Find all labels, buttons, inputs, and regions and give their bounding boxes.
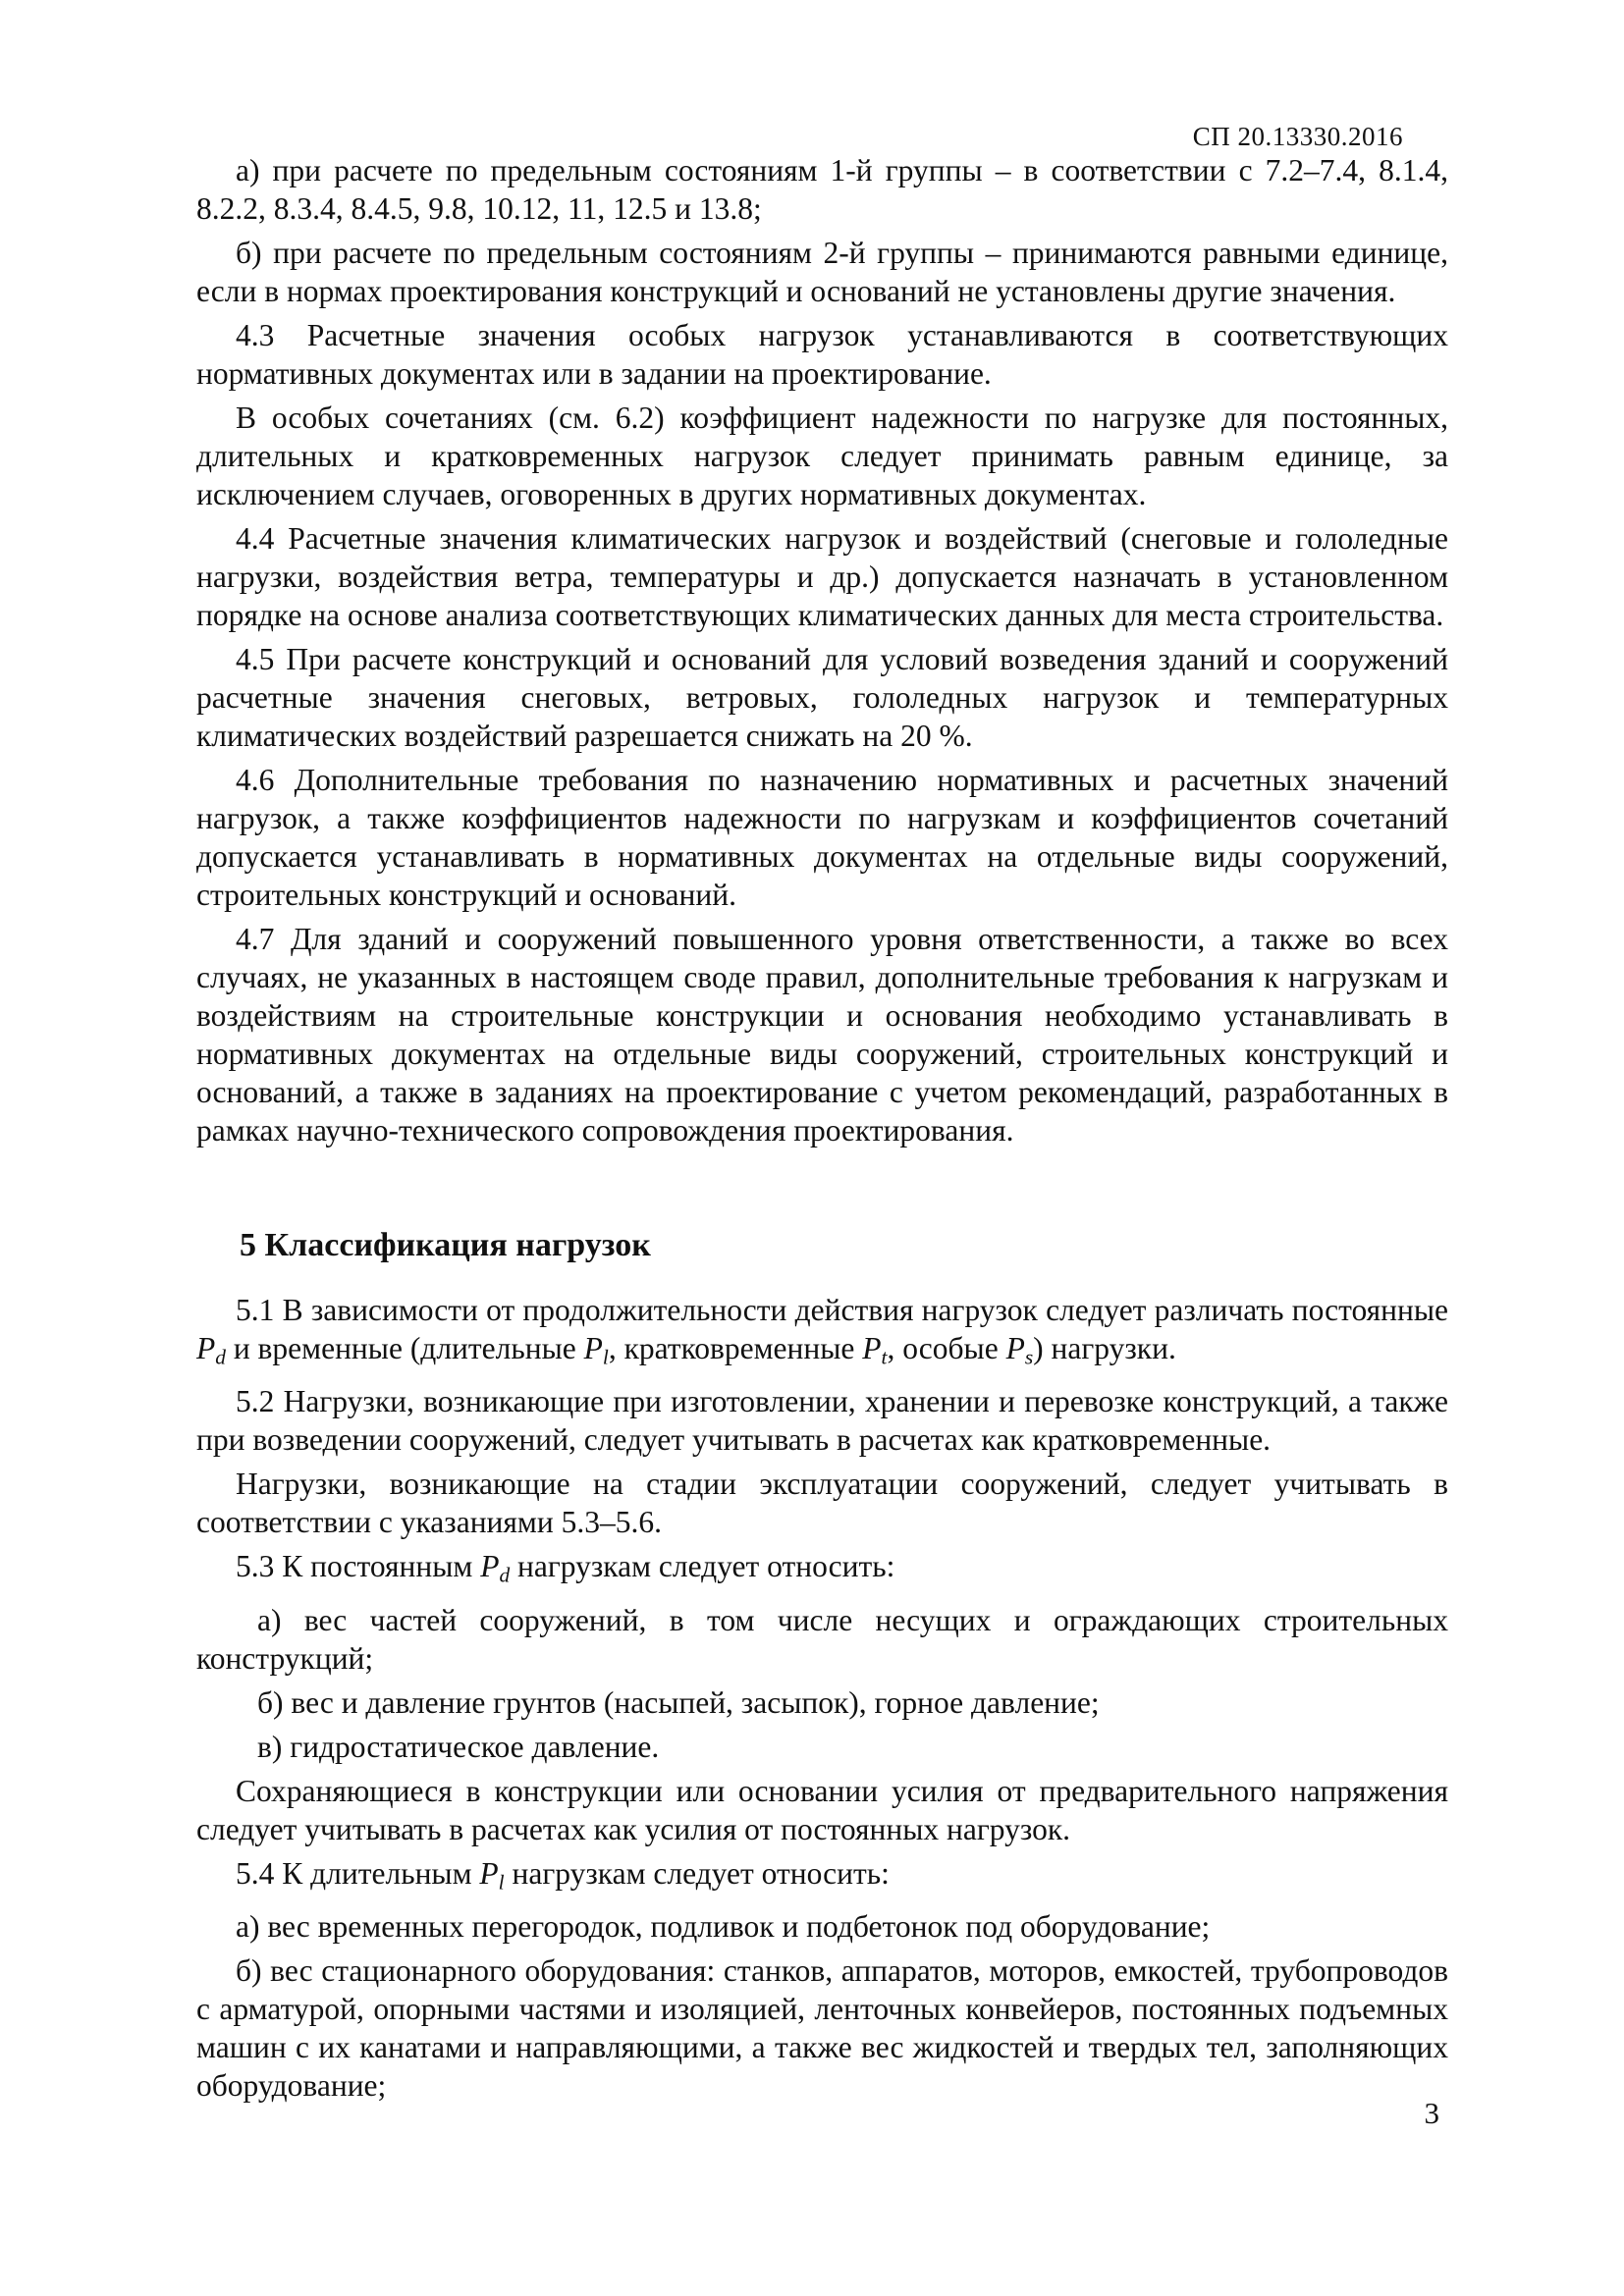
text-fragment: 5.1 В зависимости от продолжительности действия нагрузок следует различать постоянные [236,1293,1448,1327]
text-fragment: , кратковременные [608,1331,863,1365]
text-fragment: 5.4 К длительным [236,1855,480,1891]
list-item-5-4-b: б) вес стационарного оборудования: станков, аппаратов, моторов, емкостей, трубопроводов с арматурой, опорными частями и изоляцией, ленточных конвейеров, постоянных подъемных машин с их канатами и направляющими, а также вес жидкостей и твердых тел, заполняющих оборудование; [196,1953,1448,2104]
list-item-5-3-c: в) гидростатическое давление. [257,1729,660,1764]
paragraph-operation-loads: Нагрузки, возникающие на стадии эксплуатации сооружений, следует учитывать в соответствии с указаниями 5.3–5.6. [196,1467,1448,1540]
paragraph-4-7: 4.7 Для зданий и сооружений повышенного уровня ответственности, а также во всех случаях, не указанных в настоящем своде правил, дополнительные требования к нагрузкам и воздействиям на строительные конструкции и основания необходимо устанавливать в нормативных документах на отдельные виды сооружений, строительных конструкций и оснований, а также в заданиях на проектирование с учетом рекомендаций, разработанных в рамках научно-технического сопровождения проектирования. [196,922,1448,1148]
paragraph-5-1 [196,1291,1448,1376]
symbol-pd [196,1331,226,1369]
symbol-pt [862,1331,888,1369]
symbol-main: P [479,1855,499,1891]
symbol-subscript: s [1024,1345,1034,1369]
page-number: 3 [1424,2096,1439,2130]
paragraph-item-a-group1: а) при расчете по предельным состояниям 1-й группы – в соответствии с 7.2–7.4, 8.1.4, 8.2.2, 8.3.4, 8.4.5, 9.8, 10.12, 11, 12.5 и 13.8; [196,153,1448,226]
symbol-pd [480,1549,511,1587]
list-item-5-3-a: а) вес частей сооружений, в том числе несущих и ограждающих строительных конструкций; [196,1602,1448,1676]
text-fragment: 5.3 К постоянным [236,1549,481,1584]
section-heading: 5 Классификация нагрузок [240,1227,651,1263]
paragraph-4-6: 4.6 Дополнительные требования по назначению нормативных и расчетных значений нагрузок, а также коэффициентов надежности по нагрузкам и коэффициентов сочетаний допускается устанавливать в нормативных документах на отдельные виды сооружений, строительных конструкций и оснований. [196,763,1448,912]
paragraph-special-combinations: В особых сочетаниях (см. 6.2) коэффициент надежности по нагрузке для постоянных, длительных и кратковременных нагрузок следует принимать равным единице, за исключением случаев, оговоренных в других нормативных документах. [196,400,1448,511]
text-fragment: , особые [887,1331,1006,1365]
document-code: СП 20.13330.2016 [1192,122,1403,151]
symbol-main: P [196,1331,216,1365]
symbol-subscript: l [602,1345,609,1369]
paragraph-4-5: 4.5 При расчете конструкций и оснований для условий возведения зданий и сооружений расчетные значения снеговых, ветровых, гололедных нагрузок и температурных климатических воздействий разрешается снижать на 20 %. [196,642,1448,753]
text-fragment: ) нагрузки. [1033,1331,1176,1365]
paragraph-item-b-group2: б) при расчете по предельным состояниям 2-й группы – принимаются равными единице, если в нормах проектирования конструкций и оснований не установлены другие значения. [196,236,1448,308]
symbol-main: P [1005,1331,1025,1365]
paragraph-5-2: 5.2 Нагрузки, возникающие при изготовлении, хранении и перевозке конструкций, а также при возведении сооружений, следует учитывать в расчетах как кратковременные. [196,1384,1448,1458]
paragraph-4-3: 4.3 Расчетные значения особых нагрузок устанавливаются в соответствующих нормативных документах или в задании на проектирование. [196,318,1448,391]
paragraph-prestress-note: Сохраняющиеся в конструкции или основании усилия от предварительного напряжения следует учитывать в расчетах как усилия от постоянных нагрузок. [196,1773,1448,1846]
symbol-pl [479,1855,505,1895]
symbol-ps [1005,1331,1034,1369]
page-body [196,151,1448,2110]
list-item-5-3-b: б) вес и давление грунтов (насыпей, засыпок), горное давление; [257,1684,1100,1720]
list-item-5-4-a: а) вес временных перегородок, подливок и подбетонок под оборудование; [236,1909,1211,1945]
paragraph-5-4 [196,1854,1448,1901]
symbol-subscript: d [215,1345,226,1369]
symbol-main: P [862,1331,882,1365]
symbol-subscript: t [881,1345,888,1369]
symbol-subscript: d [499,1563,511,1587]
symbol-main: P [480,1549,500,1584]
symbol-pl [583,1331,609,1369]
paragraph-5-3 [196,1547,1448,1594]
text-fragment: нагрузкам следует относить: [504,1855,890,1891]
symbol-subscript: l [498,1870,505,1895]
text-fragment: и временные (длительные [225,1331,584,1365]
paragraph-4-4: 4.4 Расчетные значения климатических нагрузок и воздействий (снеговые и гололедные нагрузки, воздействия ветра, температуры и др.) допускается назначать в установленном порядке на основе анализа соответствующих климатических данных для места строительства. [196,521,1448,632]
symbol-main: P [583,1331,603,1365]
text-fragment: нагрузкам следует относить: [510,1549,895,1584]
